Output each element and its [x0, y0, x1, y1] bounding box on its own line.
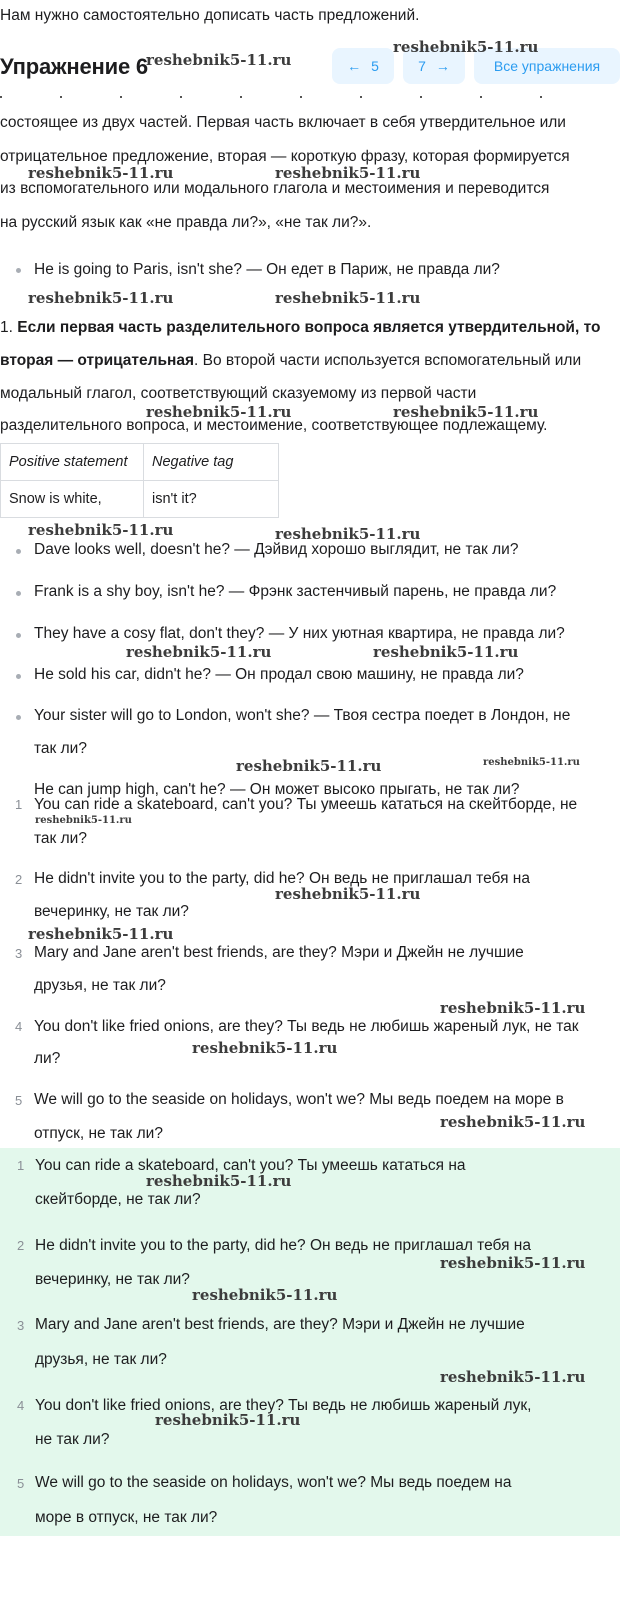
watermark: reshebnik5-11.ru — [192, 1286, 338, 1304]
table-cell: Snow is white, — [1, 481, 144, 518]
rule-rest-2: . Во второй части используется вспомогательный или — [194, 352, 582, 369]
page-title: Упражнение 6 — [0, 54, 148, 79]
answer-line: вечеринку, не так ли? — [34, 903, 189, 920]
clipped-text-line — [0, 94, 600, 98]
watermark: reshebnik5-11.ru — [28, 521, 174, 539]
watermark: reshebnik5-11.ru — [275, 525, 421, 543]
example-item: He sold his car, didn't he? — Он продал свою машину, не правда ли? — [34, 666, 524, 683]
watermark: reshebnik5-11.ru — [146, 403, 292, 421]
watermark: reshebnik5-11.ru — [393, 403, 539, 421]
watermark: reshebnik5-11.ru — [440, 1368, 586, 1386]
list-number: 2 — [17, 1238, 25, 1253]
example-item: Frank is a shy boy, isn't he? — Фрэнк застенчивый парень, не правда ли? — [34, 583, 557, 600]
watermark: reshebnik5-11.ru — [275, 885, 421, 903]
list-number: 5 — [17, 1476, 25, 1491]
watermark: reshebnik5-11.ru — [275, 289, 421, 307]
answer-line: друзья, не так ли? — [35, 1351, 167, 1368]
answer-line: We will go to the seaside on holidays, won't we? Мы ведь поедем на — [35, 1474, 512, 1491]
answer-line: Mary and Jane aren't best friends, are they? Мэри и Джейн не лучшие — [34, 944, 524, 961]
watermark: reshebnik5-11.ru — [146, 51, 292, 69]
table-header-cell: Negative tag — [152, 454, 234, 470]
rule-line-2 — [0, 351, 632, 371]
bullet-dot — [16, 549, 21, 554]
watermark: reshebnik5-11.ru — [275, 164, 421, 182]
all-exercises-button[interactable]: Все упражнения — [474, 48, 620, 84]
answer-line: так ли? — [34, 830, 87, 847]
bullet-dot — [16, 591, 21, 596]
intro-text: Нам нужно самостоятельно дописать часть предложений. — [0, 7, 420, 24]
example-item-clipped: He can jump high, can't he? — Он может высоко прыгать, не так ли? — [34, 781, 520, 798]
prev-exercise-label: 5 — [371, 58, 379, 74]
rule-line-1 — [0, 318, 632, 338]
theory-line-3: из вспомогательного или модального глагола и местоимения и переводится — [0, 180, 550, 197]
answer-line: вечеринку, не так ли? — [35, 1271, 190, 1288]
example-item: He is going to Paris, isn't she? — Он едет в Париж, не правда ли? — [34, 261, 500, 278]
watermark: reshebnik5-11.ru — [440, 1113, 586, 1131]
table-header-row — [1, 444, 279, 481]
answer-line: не так ли? — [35, 1431, 110, 1448]
answer-line: We will go to the seaside on holidays, won't we? Мы ведь поедем на море в — [34, 1091, 564, 1108]
list-number: 2 — [15, 872, 23, 887]
theory-line-2: отрицательное предложение, вторая — короткую фразу, которая формируется — [0, 148, 570, 165]
bullet-dot — [16, 633, 21, 638]
watermark: reshebnik5-11.ru — [28, 925, 174, 943]
prev-exercise-button[interactable] — [332, 48, 394, 84]
watermark: reshebnik5-11.ru — [155, 1411, 301, 1429]
watermark: reshebnik5-11.ru — [192, 1039, 338, 1057]
watermark: reshebnik5-11.ru — [146, 1172, 292, 1190]
bullet-dot — [16, 715, 21, 720]
watermark: reshebnik5-11.ru — [28, 289, 174, 307]
watermark: reshebnik5-11.ru — [393, 38, 539, 56]
theory-line-4: на русский язык как «не правда ли?», «не так ли?». — [0, 214, 372, 231]
watermark: reshebnik5-11.ru — [373, 643, 519, 661]
arrow-right-icon: → — [435, 58, 450, 74]
rule-line-4: разделительного вопроса, и местоимение, соответствующее подлежащему. — [0, 417, 548, 434]
answer-line: ли? — [34, 1050, 61, 1067]
example-item: Your sister will go to London, won't she? — Твоя сестра поедет в Лондон, не — [34, 707, 571, 724]
rule-bold-1: Если первая часть разделительного вопроса является утвердительной, то — [17, 319, 601, 336]
list-number: 4 — [17, 1398, 25, 1413]
rule-number: 1. — [0, 319, 13, 336]
answer-line: He didn't invite you to the party, did he? Он ведь не приглашал тебя на — [34, 870, 530, 887]
list-number: 1 — [15, 797, 23, 812]
answer-line: друзья, не так ли? — [34, 977, 166, 994]
list-number: 3 — [17, 1318, 25, 1333]
answer-line: отпуск, не так ли? — [34, 1125, 163, 1142]
theory-line-1: состоящее из двух частей. Первая часть включает в себя утвердительное или — [0, 114, 566, 131]
bullet-dot — [16, 268, 21, 273]
answer-line: You don't like fried onions, are they? Ты ведь не любишь жареный лук, не так — [34, 1018, 579, 1035]
answer-line: He didn't invite you to the party, did he? Он ведь не приглашал тебя на — [35, 1237, 531, 1254]
list-number: 5 — [15, 1093, 23, 1108]
list-number: 4 — [15, 1019, 23, 1034]
arrow-left-icon: ← — [347, 58, 362, 74]
bullet-dot — [16, 674, 21, 679]
next-exercise-label: 7 — [418, 58, 426, 74]
watermark: reshebnik5-11.ru — [236, 757, 382, 775]
list-number: 1 — [17, 1158, 25, 1173]
watermark: reshebnik5-11.ru — [28, 164, 174, 182]
answer-line: You can ride a skateboard, can't you? Ты умеешь кататься на скейтборде, не — [34, 796, 578, 813]
example-item: They have a cosy flat, don't they? — У них уютная квартира, не правда ли? — [34, 625, 565, 642]
tag-table — [0, 443, 279, 518]
answer-line: You don't like fried onions, are they? Ты ведь не любишь жареный лук, — [35, 1397, 532, 1414]
watermark: reshebnik5-11.ru — [126, 643, 272, 661]
table-header-cell: Positive statement — [9, 454, 128, 470]
table-row — [1, 481, 279, 518]
example-item: Dave looks well, doesn't he? — Дэйвид хорошо выглядит, не так ли? — [34, 541, 519, 558]
list-number: 3 — [15, 946, 23, 961]
watermark: reshebnik5-11.ru — [440, 1254, 586, 1272]
rule-bold-2: вторая — отрицательная — [0, 352, 195, 369]
watermark: reshebnik5-11.ru — [483, 757, 580, 768]
answer-line: море в отпуск, не так ли? — [35, 1509, 218, 1526]
example-item-continued: так ли? — [34, 740, 87, 757]
watermark: reshebnik5-11.ru — [35, 815, 132, 826]
answer-line: скейтборде, не так ли? — [35, 1191, 201, 1208]
watermark: reshebnik5-11.ru — [440, 999, 586, 1017]
rule-line-3: модальный глагол, соответствующий сказуемому из первой части — [0, 385, 477, 402]
answer-line: You can ride a skateboard, can't you? Ты умеешь кататься на — [35, 1157, 466, 1174]
table-cell: isn't it? — [144, 481, 279, 518]
answer-line: Mary and Jane aren't best friends, are they? Мэри и Джейн не лучшие — [35, 1316, 525, 1333]
